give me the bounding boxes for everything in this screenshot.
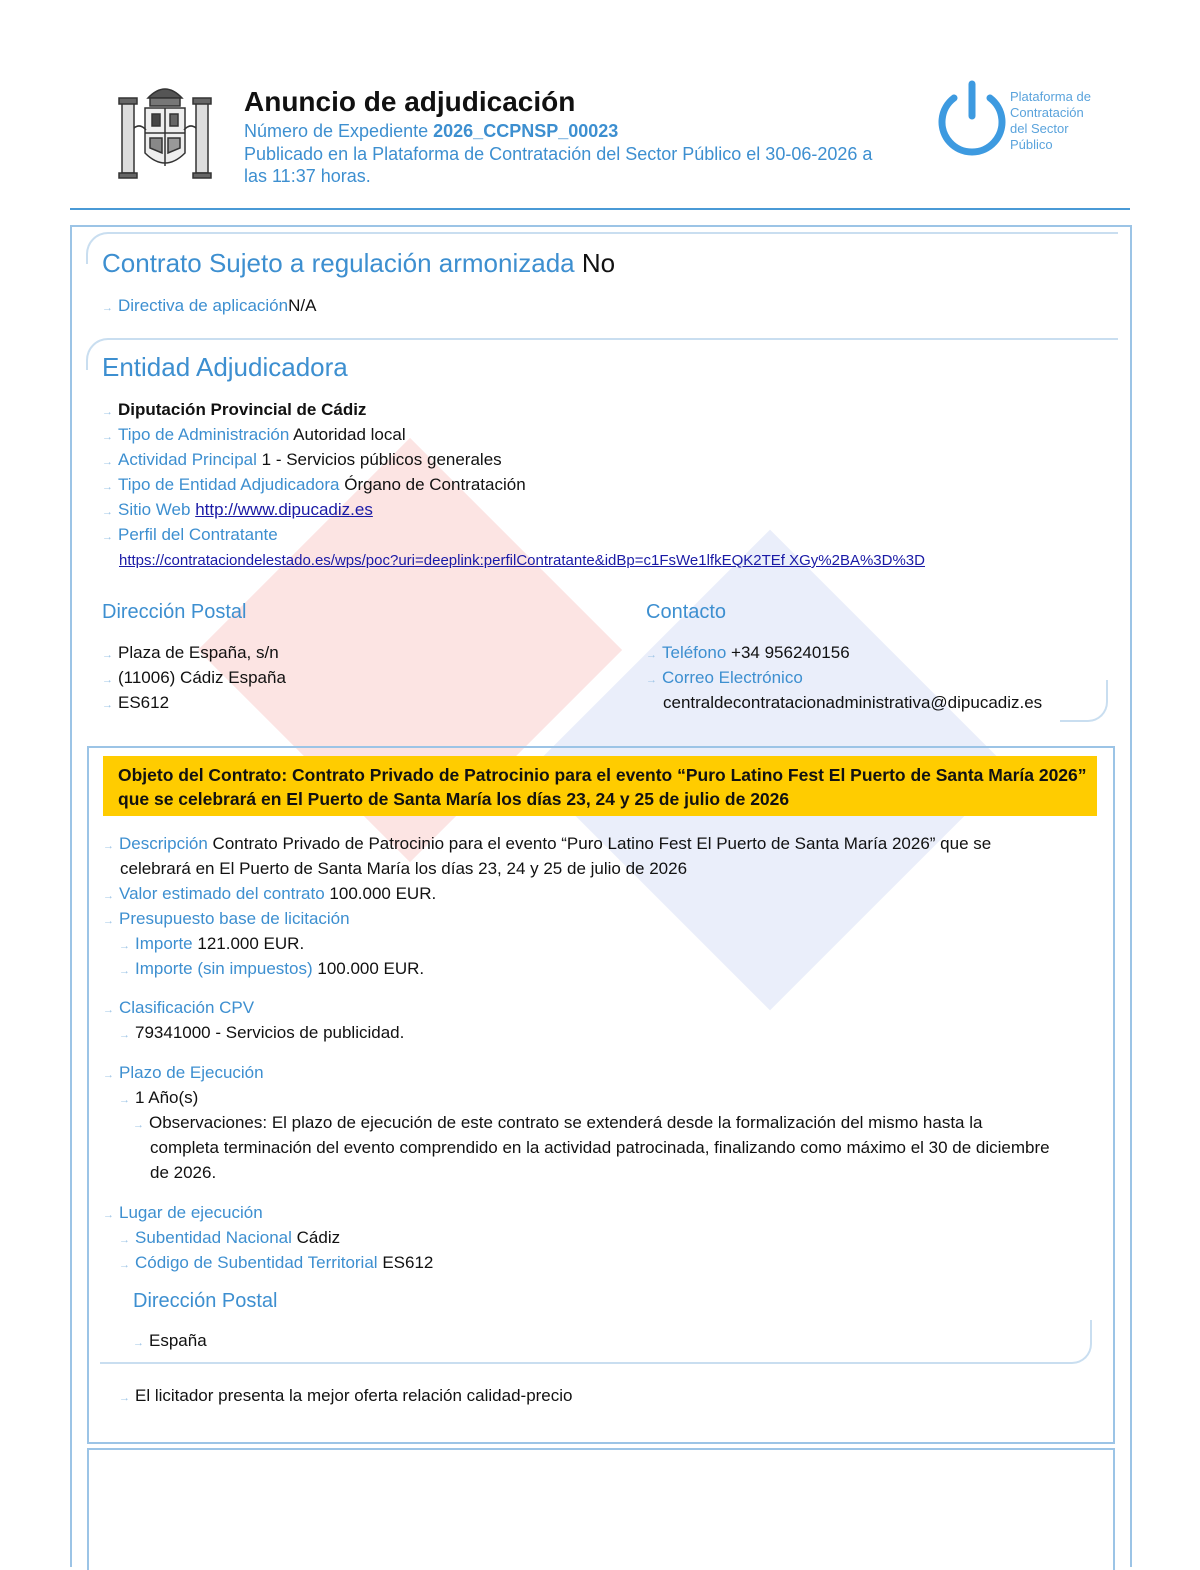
arrow-icon: → — [119, 1029, 130, 1041]
arrow-icon: → — [102, 406, 113, 418]
arrow-icon: → — [103, 915, 114, 927]
section-curve — [1060, 680, 1108, 722]
arrow-icon: → — [103, 1209, 114, 1221]
arrow-icon: → — [133, 1337, 144, 1349]
arrow-icon: → — [102, 531, 113, 543]
header-divider — [70, 208, 1130, 210]
objeto-banner-text: Objeto del Contrato: Contrato Privado de Patrocinio para el evento “Puro Latino Fest El Puerto de Santa María 2026” que se celebrará en El Puerto de Santa María los días 23, 24 y 25 de julio de 2026 — [118, 765, 1087, 809]
entidad-title: Entidad Adjudicadora — [102, 352, 348, 382]
subentidad-row: → Subentidad Nacional Cádiz — [119, 1225, 340, 1253]
direccion-line-1: → Plaza de España, s/n — [102, 640, 279, 668]
sitio-web-link[interactable]: http://www.dipucadiz.es — [195, 500, 373, 519]
arrow-icon: → — [646, 674, 657, 686]
contacto-title: Contacto — [646, 601, 727, 623]
actividad-row: → Actividad Principal 1 - Servicios públicos generales — [102, 447, 502, 475]
published-line-2: las 11:37 horas. — [244, 166, 371, 186]
lugar-row: → Lugar de ejecución — [103, 1200, 263, 1228]
arrow-icon: → — [119, 1094, 130, 1106]
observaciones-row: → Observaciones: El plazo de ejecución de este contrato se extenderá desde la formalización del mismo hasta la — [133, 1110, 982, 1138]
arrow-icon: → — [133, 1119, 144, 1131]
descripcion-line-2: celebrará en El Puerto de Santa María los días 23, 24 y 25 de julio de 2026 — [120, 859, 688, 878]
lugar-direccion-value: → España — [133, 1328, 207, 1356]
arrow-icon: → — [102, 302, 113, 314]
valor-row: → Valor estimado del contrato 100.000 EUR. — [103, 881, 436, 909]
arrow-icon: → — [119, 940, 130, 952]
importe-sin-row: → Importe (sin impuestos) 100.000 EUR. — [119, 956, 424, 984]
direccion-line-3: → ES612 — [102, 690, 169, 718]
arrow-icon: → — [102, 674, 113, 686]
arrow-icon: → — [102, 431, 113, 443]
codigo-row: → Código de Subentidad Territorial ES612 — [119, 1250, 433, 1278]
sitio-web-row: → Sitio Web http://www.dipucadiz.es — [102, 497, 373, 525]
header-info — [244, 120, 924, 188]
platform-logo-text: Plataforma de Contratación del Sector Público — [1010, 89, 1091, 152]
arrow-icon: → — [103, 1069, 114, 1081]
arrow-icon: → — [119, 1259, 130, 1271]
arrow-icon: → — [102, 699, 113, 711]
arrow-icon: → — [119, 965, 130, 977]
observaciones-line-2: completa terminación del evento comprendido en la actividad patrocinada, finalizando como máximo el 30 de diciembre — [150, 1138, 1050, 1157]
arrow-icon: → — [103, 890, 114, 902]
page-title: Anuncio de adjudicación — [244, 86, 576, 117]
arrow-icon: → — [102, 456, 113, 468]
importe-row: → Importe 121.000 EUR. — [119, 931, 304, 959]
observaciones-line-3: de 2026. — [150, 1163, 217, 1182]
expediente-value: 2026_CCPNSP_00023 — [433, 121, 619, 141]
arrow-icon: → — [103, 1004, 114, 1016]
direccion-title: Dirección Postal — [102, 601, 247, 623]
published-line: Publicado en la Plataforma de Contratación del Sector Público el 30-06-2026 a — [244, 143, 873, 164]
section-curve — [100, 1320, 1092, 1364]
perfil-url-row — [119, 548, 925, 573]
tipo-entidad-row: → Tipo de Entidad Adjudicadora Órgano de Contratación — [102, 472, 526, 500]
spain-coat-of-arms-logo — [110, 78, 220, 188]
perfil-row: → Perfil del Contratante — [102, 522, 278, 550]
lugar-direccion-title: Dirección Postal — [133, 1290, 278, 1312]
telefono-row: → Teléfono +34 956240156 — [646, 640, 850, 668]
expediente-label: Número de Expediente — [244, 121, 429, 141]
perfil-contratante-link[interactable]: https://contrataciondelestado.es/wps/poc?uri=deeplink:perfilContratante&idBp=c1FsWe1lfkEQK2TEf XGy%2BA%3D%3D — [119, 552, 925, 569]
arrow-icon: → — [102, 481, 113, 493]
armonizada-section: Contrato Sujeto a regulación armonizada No — [102, 248, 616, 278]
cpv-value-row: → 79341000 - Servicios de publicidad. — [119, 1020, 404, 1048]
tipo-admin-row: → Tipo de Administración Autoridad local — [102, 422, 406, 450]
arrow-icon: → — [103, 840, 114, 852]
correo-row: → Correo Electrónico — [646, 665, 803, 693]
arrow-icon: → — [119, 1234, 130, 1246]
arrow-icon: → — [646, 649, 657, 661]
armonizada-value: No — [581, 248, 616, 278]
plazo-row: → Plazo de Ejecución — [103, 1060, 264, 1088]
licitador-row: → El licitador presenta la mejor oferta relación calidad-precio — [119, 1383, 573, 1411]
cpv-row: → Clasificación CPV — [103, 995, 254, 1023]
descripcion-row: → Descripción Contrato Privado de Patrocinio para el evento “Puro Latino Fest El Puerto de Santa María 2026” que se — [103, 831, 991, 859]
correo-value: centraldecontratacionadministrativa@dipucadiz.es — [663, 693, 1043, 712]
direccion-line-2: → (11006) Cádiz España — [102, 665, 286, 693]
arrow-icon: → — [119, 1392, 130, 1404]
power-icon — [932, 80, 1012, 160]
presupuesto-row: → Presupuesto base de licitación — [103, 906, 350, 934]
arrow-icon: → — [102, 649, 113, 661]
entidad-name-row: → Diputación Provincial de Cádiz — [102, 397, 366, 425]
plazo-value-row: → 1 Año(s) — [119, 1085, 198, 1113]
arrow-icon: → — [102, 506, 113, 518]
directiva-row: → Directiva de aplicaciónN/A — [102, 293, 316, 321]
